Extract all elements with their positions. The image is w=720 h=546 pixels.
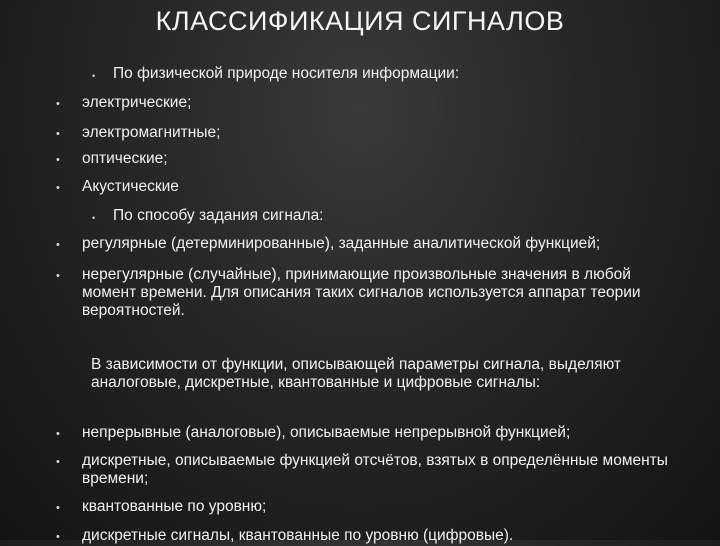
intro-paragraph: В зависимости от функции, описывающей параметры сигнала, выделяют аналоговые, дискретные, квантованные и цифровые сигналы: xyxy=(91,356,622,391)
bullet-icon: • xyxy=(56,531,60,543)
list-item-text: квантованные по уровню; xyxy=(82,498,267,515)
bullet-icon: • xyxy=(56,154,60,166)
list-item-text: дискретные, описываемые функцией отсчётов, взятых в определённые моменты времени; xyxy=(82,452,668,487)
list-item-text: электрические; xyxy=(82,94,192,111)
bullet-icon: • xyxy=(56,502,60,514)
list-item-text: непрерывные (аналоговые), описываемые непрерывной функцией; xyxy=(82,424,571,441)
bullet-icon: • xyxy=(56,428,60,440)
list-item-text: электромагнитные; xyxy=(82,124,221,141)
section1-heading: По физической природе носителя информации: xyxy=(113,65,460,82)
bullet-icon: • xyxy=(56,182,60,194)
list-item-text: нерегулярные (случайные), принимающие произвольные значения в любой момент времени. Для описания таких сигналов используется аппарат теории вероятностей. xyxy=(82,266,641,319)
list-item-text: регулярные (детерминированные), заданные аналитической функцией; xyxy=(82,235,601,252)
bullet-icon: • xyxy=(92,71,96,81)
list-item-text: оптические; xyxy=(82,150,168,167)
bullet-icon: • xyxy=(92,213,96,223)
section2-heading: По способу задания сигнала: xyxy=(113,207,324,224)
bullet-icon: • xyxy=(56,270,60,282)
slide-title: КЛАССИФИКАЦИЯ СИГНАЛОВ xyxy=(155,6,565,36)
bullet-icon: • xyxy=(56,128,60,140)
bullet-icon: • xyxy=(56,456,60,468)
list-item-text: дискретные сигналы, квантованные по уровню (цифровые). xyxy=(82,527,514,544)
bullet-icon: • xyxy=(56,98,60,110)
list-item-text: Акустические xyxy=(82,178,179,195)
bullet-icon: • xyxy=(56,239,60,251)
